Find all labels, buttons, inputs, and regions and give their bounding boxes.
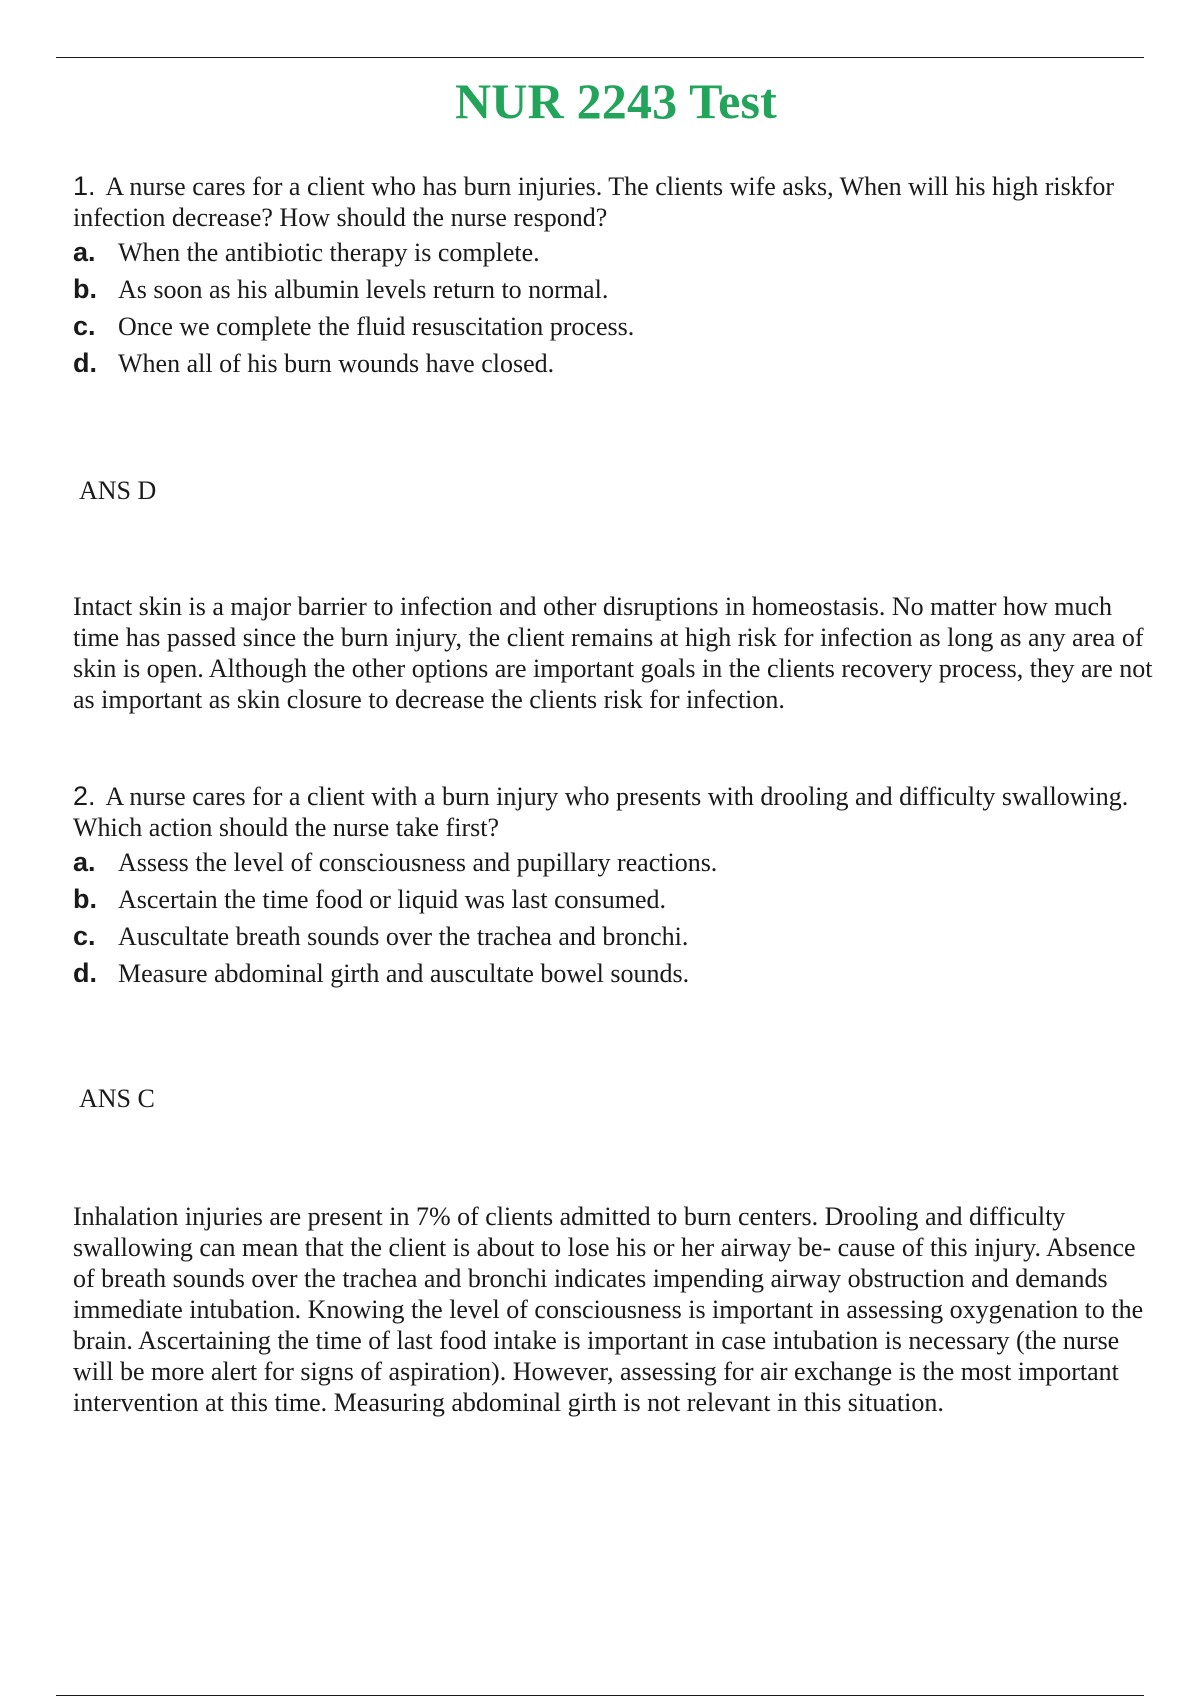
question-2-stem: [73, 781, 1163, 843]
option-text: When the antibiotic therapy is complete.: [118, 238, 540, 267]
question-1-option-a[interactable]: [73, 234, 1163, 271]
option-letter: a.: [73, 847, 96, 877]
question-2-option-a[interactable]: [73, 844, 1163, 881]
question-2-answer: ANS C: [79, 1084, 155, 1113]
question-2-text: A nurse cares for a client with a burn injury who presents with drooling and difficulty swallowing. Which action should the nurse take first?: [73, 782, 1129, 842]
question-2: [73, 781, 1163, 992]
question-2-rationale: Inhalation injuries are present in 7% of clients admitted to burn centers. Drooling and difficulty swallowing can mean that the client is about to lose his or her airway be- cause of this injury. Absence of breath sounds over the trachea and bronchi indicates impending airway obstruction and demands immediate intubation. Knowing the level of consciousness is important in assessing oxygenation to the brain. Ascertaining the time of last food intake is important in case intubation is necessary (the nurse will be more alert for signs of aspiration). However, assessing for air exchange is the most important intervention at this time. Measuring abdominal girth is not relevant in this situation.: [73, 1202, 1144, 1417]
question-1-option-d[interactable]: [73, 345, 1163, 382]
question-1-option-b[interactable]: [73, 271, 1163, 308]
option-text: Assess the level of consciousness and pupillary reactions.: [118, 848, 718, 877]
question-2-option-d[interactable]: [73, 955, 1163, 992]
option-letter: b.: [73, 884, 97, 914]
question-1-stem: [73, 171, 1163, 233]
option-letter: d.: [73, 348, 97, 378]
option-letter: c.: [73, 921, 96, 951]
question-1-answer: ANS D: [79, 476, 157, 505]
option-text: Once we complete the fluid resuscitation process.: [118, 312, 635, 341]
top-divider: [56, 57, 1144, 58]
question-2-number: 2.: [73, 781, 96, 811]
option-text: As soon as his albumin levels return to normal.: [118, 275, 609, 304]
question-2-option-b[interactable]: [73, 881, 1163, 918]
option-text: When all of his burn wounds have closed.: [118, 349, 555, 378]
option-letter: a.: [73, 237, 96, 267]
question-1-number: 1.: [73, 171, 96, 201]
question-1-rationale: Intact skin is a major barrier to infection and other disruptions in homeostasis. No matter how much time has passed since the burn injury, the client remains at high risk for infection as long as any area of skin is open. Although the other options are important goals in the clients recovery process, they are not as important as skin closure to decrease the clients risk for infection.: [73, 592, 1153, 714]
option-text: Ascertain the time food or liquid was last consumed.: [118, 885, 667, 914]
question-1-options: [73, 234, 1163, 382]
question-1: [73, 171, 1163, 382]
question-2-option-c[interactable]: [73, 918, 1163, 955]
bottom-divider: [56, 1695, 1144, 1696]
document-title: NUR 2243 Test: [454, 73, 778, 129]
question-1-option-c[interactable]: [73, 308, 1163, 345]
option-letter: d.: [73, 958, 97, 988]
option-letter: c.: [73, 311, 96, 341]
question-1-text: A nurse cares for a client who has burn injuries. The clients wife asks, When will his high riskfor infection decrease? How should the nurse respond?: [73, 172, 1115, 232]
option-letter: b.: [73, 274, 97, 304]
option-text: Measure abdominal girth and auscultate bowel sounds.: [118, 959, 690, 988]
option-text: Auscultate breath sounds over the trachea and bronchi.: [118, 922, 689, 951]
question-2-options: [73, 844, 1163, 992]
